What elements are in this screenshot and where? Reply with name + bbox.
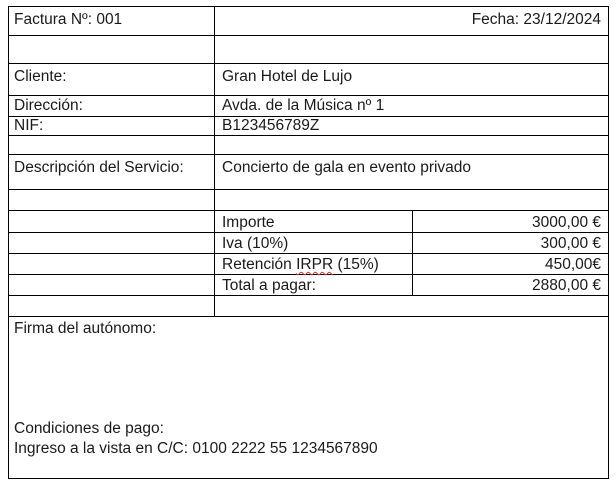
irpf-label [222,256,379,274]
grid-line [8,316,609,317]
grid-line [8,154,609,155]
grid-line [8,295,609,296]
payment-detail: Ingreso a la vista en C/C: 0100 2222 55 1234567890 [14,440,378,457]
grid-line [214,6,215,317]
grid-line [8,210,609,211]
service-label: Descripción del Servicio: [14,159,184,176]
invoice-date: Fecha: 23/12/2024 [471,11,601,28]
irpf-label-pre: Retención [222,256,297,273]
grid-line [8,274,609,275]
grid-line [608,6,609,479]
total-label: Total a pagar: [222,277,316,294]
iva-value: 300,00 € [540,235,601,252]
irpf-label-word: IRPR [296,256,334,273]
grid-line [8,253,609,254]
grid-line [8,135,609,136]
importe-label: Importe [222,214,275,231]
nif-label: NIF: [14,117,44,134]
address-label: Dirección: [14,97,83,114]
signature-label: Firma del autónomo: [14,320,157,337]
irpf-label-post: (15%) [333,256,379,273]
irpf-value: 450,00€ [544,256,601,273]
grid-line [8,95,609,96]
grid-line [8,478,609,479]
invoice-table [8,6,609,479]
iva-label: Iva (10%) [222,235,289,252]
service-value: Concierto de gala en evento privado [222,159,472,176]
nif-value: B123456789Z [222,117,320,134]
payment-title: Condiciones de pago: [14,420,164,437]
client-label: Cliente: [14,68,67,85]
grid-line [8,35,609,36]
grid-line [412,210,413,296]
address-value: Avda. de la Música nº 1 [222,97,385,114]
grid-line [8,232,609,233]
client-value: Gran Hotel de Lujo [222,68,353,85]
total-value: 2880,00 € [532,277,601,294]
invoice-number: Factura Nº: 001 [14,11,123,28]
grid-line [8,63,609,64]
grid-line [8,6,9,479]
grid-line [8,6,609,7]
grid-line [8,189,609,190]
importe-value: 3000,00 € [532,214,601,231]
